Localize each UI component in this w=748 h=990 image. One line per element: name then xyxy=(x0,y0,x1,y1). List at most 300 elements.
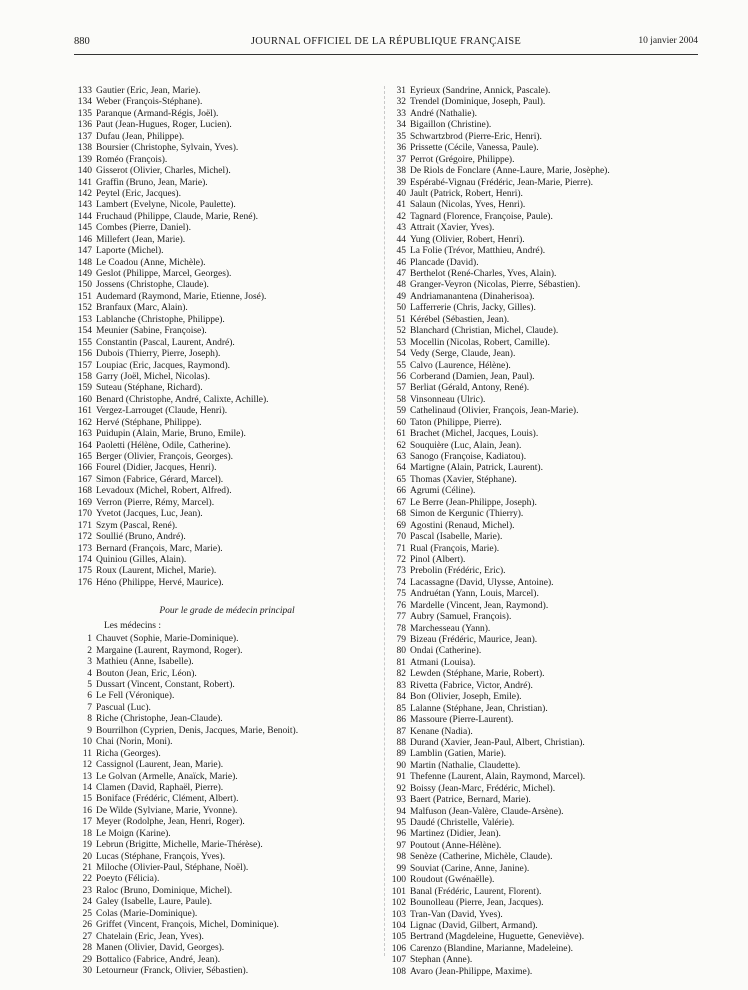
entry-name: Héno (Philippe, Hervé, Maurice). xyxy=(96,577,224,588)
list-item xyxy=(74,943,380,954)
entry-name: Massoure (Pierre-Laurent). xyxy=(410,715,514,726)
entry-name: Ondai (Catherine). xyxy=(410,646,482,657)
list-item xyxy=(388,143,698,154)
list-item xyxy=(74,120,380,131)
list-item xyxy=(74,280,380,291)
list-item xyxy=(388,212,698,223)
entry-name: Bounolleau (Pierre, Jean, Jacques). xyxy=(410,898,544,909)
entry-number: 151 xyxy=(77,291,92,302)
entry-name: Soullié (Bruno, André). xyxy=(96,532,186,543)
list-item xyxy=(388,921,698,932)
entry-number: 102 xyxy=(391,898,406,909)
entry-number: 13 xyxy=(82,771,92,782)
entry-number: 67 xyxy=(396,497,406,508)
entry-number: 166 xyxy=(77,463,92,474)
entry-name: Tagnard (Florence, Françoise, Paule). xyxy=(410,211,553,222)
entry-name: Vergez-Larrouget (Claude, Henri). xyxy=(96,406,228,417)
nomination-list xyxy=(74,634,380,977)
list-item xyxy=(388,749,698,760)
entry-name: De Riols de Fonclare (Anne-Laure, Marie, Josèphe). xyxy=(410,166,610,177)
entry-number: 84 xyxy=(396,692,406,703)
entry-number: 100 xyxy=(391,875,406,886)
entry-name: Loupiac (Eric, Jacques, Raymond). xyxy=(96,360,231,371)
list-item xyxy=(388,841,698,852)
entry-number: 9 xyxy=(87,725,92,736)
entry-name: Graffin (Bruno, Jean, Marie). xyxy=(96,177,208,188)
entry-name: Souquière (Luc, Alain, Jean). xyxy=(410,440,522,451)
entry-number: 43 xyxy=(396,223,406,234)
entry-number: 94 xyxy=(396,806,406,817)
entry-name: André (Nathalie). xyxy=(410,108,477,119)
entry-name: Perrot (Grégoire, Philippe). xyxy=(410,154,515,165)
list-item xyxy=(388,429,698,440)
list-item xyxy=(388,932,698,943)
list-item xyxy=(74,429,380,440)
entry-name: Quiniou (Gilles, Alain). xyxy=(96,554,187,565)
entry-name: Le Berre (Jean-Philippe, Joseph). xyxy=(410,497,537,508)
list-item xyxy=(74,920,380,931)
list-item xyxy=(74,212,380,223)
list-item xyxy=(388,86,698,97)
list-item xyxy=(388,578,698,589)
entry-number: 99 xyxy=(396,863,406,874)
entry-number: 158 xyxy=(77,371,92,382)
list-item xyxy=(74,361,380,372)
list-item xyxy=(74,737,380,748)
entry-number: 72 xyxy=(396,554,406,565)
entry-number: 65 xyxy=(396,474,406,485)
entry-number: 69 xyxy=(396,520,406,531)
entry-number: 171 xyxy=(77,520,92,531)
entry-name: Le Coadou (Anne, Michèle). xyxy=(96,257,206,268)
list-item xyxy=(388,715,698,726)
list-item xyxy=(388,646,698,657)
entry-number: 98 xyxy=(396,852,406,863)
entry-name: Martigne (Alain, Patrick, Laurent). xyxy=(410,463,543,474)
list-item xyxy=(388,955,698,966)
list-item xyxy=(74,806,380,817)
list-item xyxy=(388,166,698,177)
list-item xyxy=(74,326,380,337)
list-item xyxy=(74,760,380,771)
list-item xyxy=(74,932,380,943)
entry-name: Combes (Pierre, Daniel). xyxy=(96,223,191,234)
entry-number: 86 xyxy=(396,715,406,726)
entry-number: 164 xyxy=(77,440,92,451)
entry-number: 103 xyxy=(391,909,406,920)
entry-name: Lafferrerie (Chris, Jacky, Gilles). xyxy=(410,303,536,314)
entry-number: 139 xyxy=(77,154,92,165)
entry-name: Szym (Pascal, René). xyxy=(96,520,178,531)
entry-number: 3 xyxy=(87,657,92,668)
entry-number: 95 xyxy=(396,818,406,828)
list-item xyxy=(74,532,380,543)
list-item xyxy=(74,246,380,257)
entry-number: 57 xyxy=(396,383,406,394)
list-item xyxy=(388,258,698,269)
entry-number: 48 xyxy=(396,280,406,291)
entry-name: Berger (Olivier, François, Georges). xyxy=(96,452,233,462)
entry-name: Thomas (Xavier, Stéphane). xyxy=(410,474,517,485)
entry-number: 19 xyxy=(82,840,92,851)
entry-name: Gisserot (Olivier, Charles, Michel). xyxy=(96,166,231,177)
list-item xyxy=(74,669,380,680)
list-item xyxy=(74,886,380,897)
list-item xyxy=(388,486,698,497)
list-item xyxy=(74,840,380,851)
list-item xyxy=(388,418,698,429)
entry-number: 38 xyxy=(396,166,406,177)
list-item xyxy=(388,692,698,703)
entry-number: 152 xyxy=(77,303,92,314)
entry-number: 23 xyxy=(82,885,92,896)
list-item xyxy=(388,189,698,200)
entry-name: Marchesseau (Yann). xyxy=(410,623,491,634)
entry-number: 157 xyxy=(77,360,92,371)
list-item xyxy=(388,829,698,840)
entry-number: 45 xyxy=(396,246,406,257)
entry-number: 162 xyxy=(77,417,92,428)
list-item xyxy=(74,338,380,349)
entry-name: Carenzo (Blandine, Marianne, Madeleine). xyxy=(410,943,574,954)
entry-name: Griffet (Vincent, François, Michel, Dominique). xyxy=(96,920,279,931)
list-item xyxy=(74,544,380,555)
entry-name: Yvetot (Jacques, Luc, Jean). xyxy=(96,509,203,520)
list-item xyxy=(74,372,380,383)
entry-name: Bertrand (Magdeleine, Huguette, Geneviève). xyxy=(410,932,585,943)
entry-number: 97 xyxy=(396,840,406,851)
list-item xyxy=(388,349,698,360)
list-item xyxy=(388,795,698,806)
entry-name: Paoletti (Hélène, Odile, Catherine). xyxy=(96,440,231,451)
list-item xyxy=(74,509,380,520)
entry-number: 7 xyxy=(87,702,92,713)
list-item xyxy=(74,691,380,702)
entry-name: Lablanche (Christophe, Philippe). xyxy=(96,314,225,325)
entry-name: Audemard (Raymond, Marie, Etienne, José). xyxy=(96,291,267,302)
entry-number: 149 xyxy=(77,269,92,279)
entry-name: Martin (Nathalie, Claudette). xyxy=(410,760,521,771)
entry-number: 107 xyxy=(391,955,406,966)
list-item xyxy=(74,223,380,234)
entry-number: 175 xyxy=(77,566,92,577)
entry-number: 53 xyxy=(396,337,406,348)
list-item xyxy=(74,303,380,314)
list-item xyxy=(388,406,698,417)
entry-number: 30 xyxy=(82,965,92,976)
entry-number: 52 xyxy=(396,326,406,337)
entry-name: Plancade (David). xyxy=(410,257,479,268)
entry-name: Schwartzbrod (Pierre-Eric, Henri). xyxy=(410,131,542,142)
entry-number: 20 xyxy=(82,851,92,862)
list-item xyxy=(388,395,698,406)
entry-number: 81 xyxy=(396,657,406,668)
entry-number: 173 xyxy=(77,543,92,554)
entry-name: Agostini (Renaud, Michel). xyxy=(410,520,515,531)
entry-name: Pascal (Isabelle, Marie). xyxy=(410,532,503,543)
entry-name: Paut (Jean-Hugues, Roger, Lucien). xyxy=(96,120,232,131)
list-item xyxy=(74,269,380,280)
entry-name: Martinez (Didier, Jean). xyxy=(410,829,501,840)
entry-number: 159 xyxy=(77,383,92,394)
list-item xyxy=(74,383,380,394)
entry-number: 82 xyxy=(396,669,406,680)
entry-name: Trendel (Dominique, Joseph, Paul). xyxy=(410,97,546,108)
entry-name: Malfuson (Jean-Valère, Claude-Arsène). xyxy=(410,806,564,817)
list-item xyxy=(74,829,380,840)
entry-name: Bigaillon (Christine). xyxy=(410,120,492,131)
entry-number: 12 xyxy=(82,760,92,771)
entry-name: Suteau (Stéphane, Richard). xyxy=(96,383,203,394)
entry-name: Boissy (Jean-Marc, Frédéric, Michel). xyxy=(410,783,556,794)
entry-name: Stephan (Anne). xyxy=(410,955,473,966)
list-item xyxy=(74,566,380,577)
entry-name: Raloc (Bruno, Dominique, Michel). xyxy=(96,885,233,896)
entry-number: 92 xyxy=(396,783,406,794)
list-item xyxy=(74,657,380,668)
list-item xyxy=(74,783,380,794)
entry-number: 21 xyxy=(82,863,92,873)
entry-name: Fruchaud (Philippe, Claude, Marie, René). xyxy=(96,211,258,222)
list-item xyxy=(388,784,698,795)
entry-name: Garry (Joël, Michel, Nicolas). xyxy=(96,371,210,382)
list-item xyxy=(74,258,380,269)
entry-number: 101 xyxy=(391,886,406,897)
entry-name: Letourneur (Franck, Olivier, Sébastien). xyxy=(96,965,249,976)
entry-name: Dufau (Jean, Philippe). xyxy=(96,131,185,142)
entry-name: Margaine (Laurent, Raymond, Roger). xyxy=(96,645,243,656)
entry-number: 135 xyxy=(77,108,92,119)
page-header xyxy=(74,36,698,52)
entry-number: 165 xyxy=(77,452,92,462)
entry-name: Prissette (Cécile, Vanessa, Paule). xyxy=(410,143,539,154)
entry-number: 51 xyxy=(396,314,406,325)
list-item xyxy=(388,475,698,486)
entry-number: 5 xyxy=(87,680,92,690)
list-item xyxy=(74,109,380,120)
entry-number: 35 xyxy=(396,131,406,142)
entry-number: 90 xyxy=(396,760,406,771)
left-column xyxy=(74,86,380,977)
list-item xyxy=(388,452,698,463)
entry-number: 167 xyxy=(77,474,92,485)
entry-name: Riche (Christophe, Jean-Claude). xyxy=(96,714,223,725)
entry-name: Lucas (Stéphane, François, Yves). xyxy=(96,851,226,862)
entry-number: 24 xyxy=(82,897,92,908)
entry-name: Mardelle (Vincent, Jean, Raymond). xyxy=(410,600,549,611)
list-item xyxy=(388,498,698,509)
entry-number: 91 xyxy=(396,772,406,783)
entry-name: Bon (Olivier, Joseph, Emile). xyxy=(410,692,522,703)
list-item xyxy=(388,761,698,772)
entry-number: 138 xyxy=(77,143,92,154)
entry-number: 146 xyxy=(77,234,92,245)
list-item xyxy=(74,703,380,714)
list-item xyxy=(388,509,698,520)
entry-name: Atmani (Louisa). xyxy=(410,657,476,668)
entry-name: Poeyto (Félicia). xyxy=(96,874,160,885)
entry-number: 145 xyxy=(77,223,92,234)
list-item xyxy=(74,874,380,885)
entry-name: Eyrieux (Sandrine, Annick, Pascale). xyxy=(410,86,551,96)
list-item xyxy=(74,406,380,417)
list-item xyxy=(74,498,380,509)
list-item xyxy=(74,726,380,737)
entry-name: Gautier (Eric, Jean, Marie). xyxy=(96,86,201,96)
entry-name: Vinsonneau (Ulric). xyxy=(410,394,486,405)
entry-name: Lignac (David, Gilbert, Armand). xyxy=(410,920,538,931)
list-item xyxy=(74,486,380,497)
entry-name: Branfaux (Marc, Alain). xyxy=(96,303,188,314)
entry-number: 74 xyxy=(396,577,406,588)
list-item xyxy=(388,566,698,577)
entry-number: 56 xyxy=(396,371,406,382)
entry-name: Millefert (Jean, Marie). xyxy=(96,234,186,245)
list-item xyxy=(388,132,698,143)
entry-number: 26 xyxy=(82,920,92,931)
entry-number: 47 xyxy=(396,269,406,279)
nomination-list xyxy=(74,86,380,589)
list-item xyxy=(74,772,380,783)
list-item xyxy=(74,155,380,166)
entry-name: Lewden (Stéphane, Marie, Robert). xyxy=(410,669,545,680)
entry-name: Andruétan (Yann, Louis, Marcel). xyxy=(410,589,539,600)
entry-name: Bouton (Jean, Eric, Léon). xyxy=(96,668,197,679)
entry-name: Poutout (Anne-Hélène). xyxy=(410,840,502,851)
entry-name: Mathieu (Anne, Isabelle). xyxy=(96,657,194,668)
entry-number: 1 xyxy=(87,634,92,645)
entry-name: Paranque (Armand-Régis, Joël). xyxy=(96,108,219,119)
entry-number: 170 xyxy=(77,509,92,520)
list-item xyxy=(74,200,380,211)
list-item xyxy=(388,532,698,543)
section-title: Pour le grade de médecin principal xyxy=(159,606,295,617)
entry-name: Boniface (Frédéric, Clément, Albert). xyxy=(96,794,239,805)
list-item xyxy=(388,280,698,291)
entry-name: Granger-Veyron (Nicolas, Pierre, Sébastien). xyxy=(410,280,581,291)
list-item xyxy=(388,521,698,532)
list-item xyxy=(388,772,698,783)
list-item xyxy=(74,292,380,303)
entry-number: 46 xyxy=(396,257,406,268)
entry-number: 22 xyxy=(82,874,92,885)
entry-number: 6 xyxy=(87,691,92,702)
list-item xyxy=(388,681,698,692)
list-item xyxy=(388,704,698,715)
entry-number: 28 xyxy=(82,943,92,954)
list-item xyxy=(388,910,698,921)
entry-name: Aubry (Samuel, François). xyxy=(410,612,512,623)
header-rule xyxy=(74,54,698,55)
entry-number: 16 xyxy=(82,805,92,816)
list-item xyxy=(74,395,380,406)
list-item xyxy=(74,578,380,589)
entry-number: 44 xyxy=(396,234,406,245)
entry-name: Rual (François, Marie). xyxy=(410,543,500,554)
list-item xyxy=(74,817,380,828)
entry-number: 147 xyxy=(77,246,92,257)
list-item xyxy=(388,372,698,383)
entry-number: 54 xyxy=(396,349,406,360)
entry-number: 87 xyxy=(396,726,406,737)
entry-number: 36 xyxy=(396,143,406,154)
entry-name: Clamen (David, Raphaël, Pierre). xyxy=(96,782,224,793)
entry-number: 88 xyxy=(396,737,406,748)
entry-number: 25 xyxy=(82,908,92,919)
list-item xyxy=(74,86,380,97)
entry-name: Berliat (Gérald, Antony, René). xyxy=(410,383,530,394)
entry-number: 144 xyxy=(77,211,92,222)
entry-name: Geslot (Philippe, Marcel, Georges). xyxy=(96,269,232,279)
entry-name: Calvo (Laurence, Hélène). xyxy=(410,360,511,371)
list-item xyxy=(388,624,698,635)
entry-name: Bourrilhon (Cyprien, Denis, Jacques, Marie, Benoit). xyxy=(96,725,299,736)
entry-name: Senèze (Catherine, Michèle, Claude). xyxy=(410,852,553,863)
list-item xyxy=(74,97,380,108)
list-item xyxy=(388,361,698,372)
entry-name: Levadoux (Michel, Robert, Alfred). xyxy=(96,486,232,497)
entry-name: Boursier (Christophe, Sylvain, Yves). xyxy=(96,143,239,154)
list-item xyxy=(388,178,698,189)
publication-date: 10 janvier 2004 xyxy=(638,36,698,46)
entry-name: Avaro (Jean-Philippe, Maxime). xyxy=(410,966,533,977)
entry-name: Jossens (Christophe, Claude). xyxy=(96,280,209,291)
list-item xyxy=(74,714,380,725)
entry-name: Durand (Xavier, Jean-Paul, Albert, Christian). xyxy=(410,737,585,748)
list-item xyxy=(74,749,380,760)
list-item xyxy=(388,887,698,898)
list-item xyxy=(388,200,698,211)
entry-number: 93 xyxy=(396,795,406,806)
list-item xyxy=(388,463,698,474)
entry-number: 18 xyxy=(82,828,92,839)
entry-name: Baert (Patrice, Bernard, Marie). xyxy=(410,795,531,806)
list-item xyxy=(388,818,698,829)
list-item xyxy=(388,441,698,452)
entry-name: Souviat (Carine, Anne, Janine). xyxy=(410,863,530,874)
entry-name: Dubois (Thierry, Pierre, Joseph). xyxy=(96,349,221,360)
entry-number: 2 xyxy=(87,645,92,656)
entry-name: Lebrun (Brigitte, Michelle, Marie-Thérèse). xyxy=(96,840,263,851)
list-item xyxy=(388,669,698,680)
entry-number: 58 xyxy=(396,394,406,405)
entry-name: Le Moign (Karine). xyxy=(96,828,171,839)
list-item xyxy=(388,292,698,303)
entry-name: La Folie (Trévor, Matthieu, André). xyxy=(410,246,546,257)
list-item xyxy=(388,223,698,234)
entry-number: 80 xyxy=(396,646,406,657)
list-item xyxy=(74,897,380,908)
entry-number: 77 xyxy=(396,612,406,623)
entry-name: Thefenne (Laurent, Alain, Raymond, Marcel). xyxy=(410,772,586,783)
entry-number: 136 xyxy=(77,120,92,131)
entry-name: Pinol (Albert). xyxy=(410,554,466,565)
entry-name: Simon (Fabrice, Gérard, Marcel). xyxy=(96,474,224,485)
list-item xyxy=(388,269,698,280)
entry-name: Dussart (Vincent, Constant, Robert). xyxy=(96,680,235,690)
entry-name: Mocellin (Nicolas, Robert, Camille). xyxy=(410,337,550,348)
entry-number: 31 xyxy=(396,86,406,96)
list-item xyxy=(74,966,380,977)
entry-number: 83 xyxy=(396,680,406,691)
entry-name: Lambert (Evelyne, Nicole, Paulette). xyxy=(96,200,236,211)
entry-number: 42 xyxy=(396,211,406,222)
entry-number: 61 xyxy=(396,429,406,440)
list-item xyxy=(74,178,380,189)
entry-number: 37 xyxy=(396,154,406,165)
list-item xyxy=(74,646,380,657)
list-item xyxy=(74,555,380,566)
